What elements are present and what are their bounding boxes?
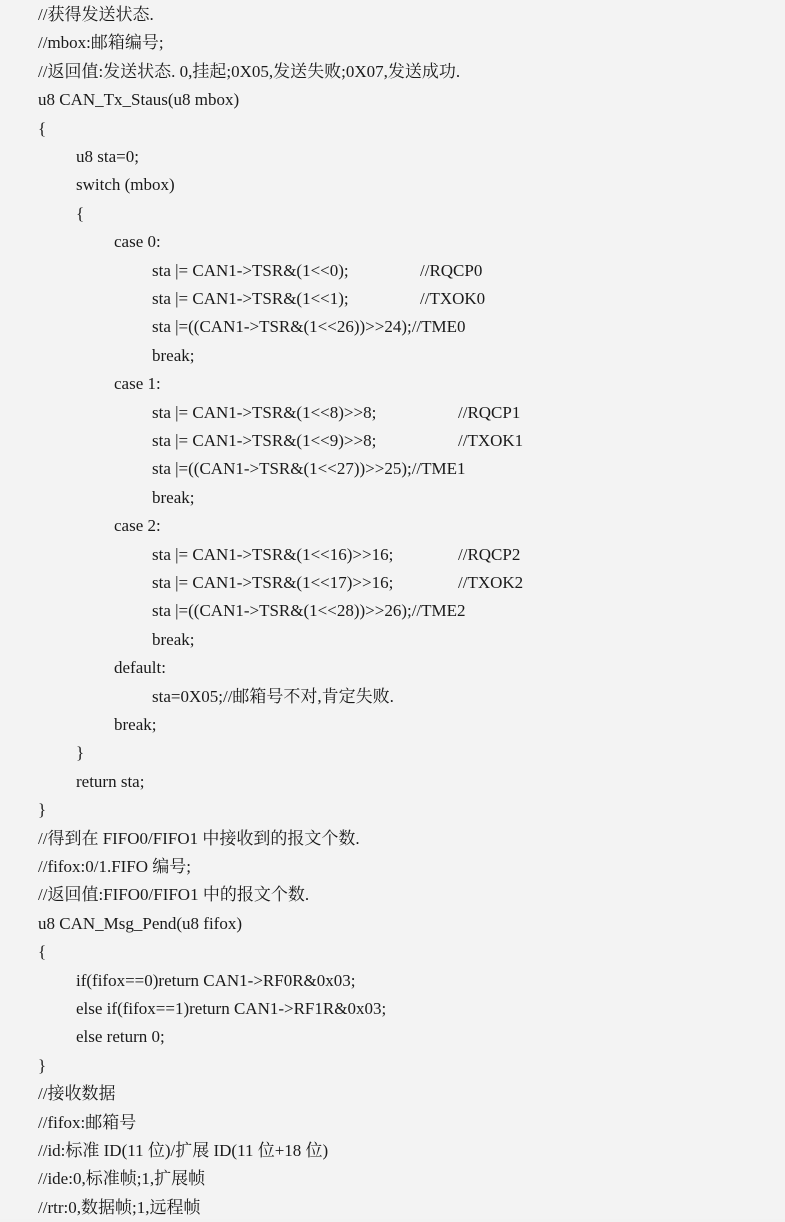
code-line: //id:标准 ID(11 位)/扩展 ID(11 位+18 位): [38, 1141, 329, 1160]
code-line: //fifox:邮箱号: [38, 1112, 137, 1132]
code-line: sta |= CAN1->TSR&(1<<17)>>16;: [152, 573, 394, 592]
code-line: //返回值:FIFO0/FIFO1 中的报文个数.: [38, 885, 310, 905]
code-line: break;: [152, 629, 195, 649]
code-comment: //RQCP0: [420, 260, 483, 280]
code-comment: //TXOK2: [458, 573, 524, 592]
code-line: {: [76, 203, 85, 223]
code-line: sta |=((CAN1->TSR&(1<<28))>>26);//TME2: [152, 601, 466, 621]
code-comment: //RQCP1: [458, 402, 521, 422]
code-line: {: [38, 118, 47, 138]
code-comment: //RQCP2: [458, 544, 521, 564]
code-line: sta |=((CAN1->TSR&(1<<26))>>24);//TME0: [152, 317, 466, 337]
code-line: sta |= CAN1->TSR&(1<<1);: [152, 289, 349, 308]
code-line: else if(fifox==1)return CAN1->RF1R&0x03;: [76, 999, 387, 1018]
code-line: default:: [114, 658, 166, 678]
code-line: //获得发送状态.: [38, 5, 154, 24]
code-line: u8 CAN_Tx_Staus(u8 mbox): [38, 90, 240, 110]
code-line: //mbox:邮箱编号;: [38, 33, 164, 53]
code-line: //接收数据: [38, 1084, 116, 1104]
code-line: if(fifox==0)return CAN1->RF0R&0x03;: [76, 970, 356, 990]
code-line: //fifox:0/1.FIFO 编号;: [38, 857, 192, 876]
code-line: //得到在 FIFO0/FIFO1 中接收到的报文个数.: [38, 828, 360, 848]
code-line: case 0:: [114, 232, 161, 252]
code-line: }: [38, 800, 47, 820]
code-comment: //TXOK1: [458, 431, 524, 450]
code-line: case 2:: [114, 516, 161, 536]
code-line: sta |= CAN1->TSR&(1<<16)>>16;: [152, 544, 394, 564]
code-line: break;: [114, 715, 157, 734]
code-line: }: [38, 1055, 47, 1075]
code-line: break;: [152, 487, 195, 507]
code-line: //返回值:发送状态. 0,挂起;0X05,发送失败;0X07,发送成功.: [38, 61, 461, 81]
code-line: sta |= CAN1->TSR&(1<<0);: [152, 260, 349, 280]
code-line: sta |= CAN1->TSR&(1<<9)>>8;: [152, 431, 377, 450]
code-line: sta |=((CAN1->TSR&(1<<27))>>25);//TME1: [152, 459, 466, 479]
code-line: //ide:0,标准帧;1,扩展帧: [38, 1169, 206, 1189]
code-line: sta=0X05;//邮箱号不对,肯定失败.: [152, 686, 394, 706]
code-line: u8 sta=0;: [76, 147, 139, 166]
code-line: return sta;: [76, 771, 145, 791]
code-line: break;: [152, 345, 195, 365]
code-line: {: [38, 942, 47, 962]
code-line: case 1:: [114, 374, 161, 394]
code-line: sta |= CAN1->TSR&(1<<8)>>8;: [152, 402, 377, 422]
code-line: switch (mbox): [76, 175, 175, 195]
code-line: u8 CAN_Msg_Pend(u8 fifox): [38, 913, 242, 933]
code-line: //rtr:0,数据帧;1,远程帧: [38, 1197, 201, 1217]
code-comment: //TXOK0: [420, 289, 486, 308]
code-line: else return 0;: [76, 1027, 165, 1047]
code-line: }: [76, 743, 85, 763]
